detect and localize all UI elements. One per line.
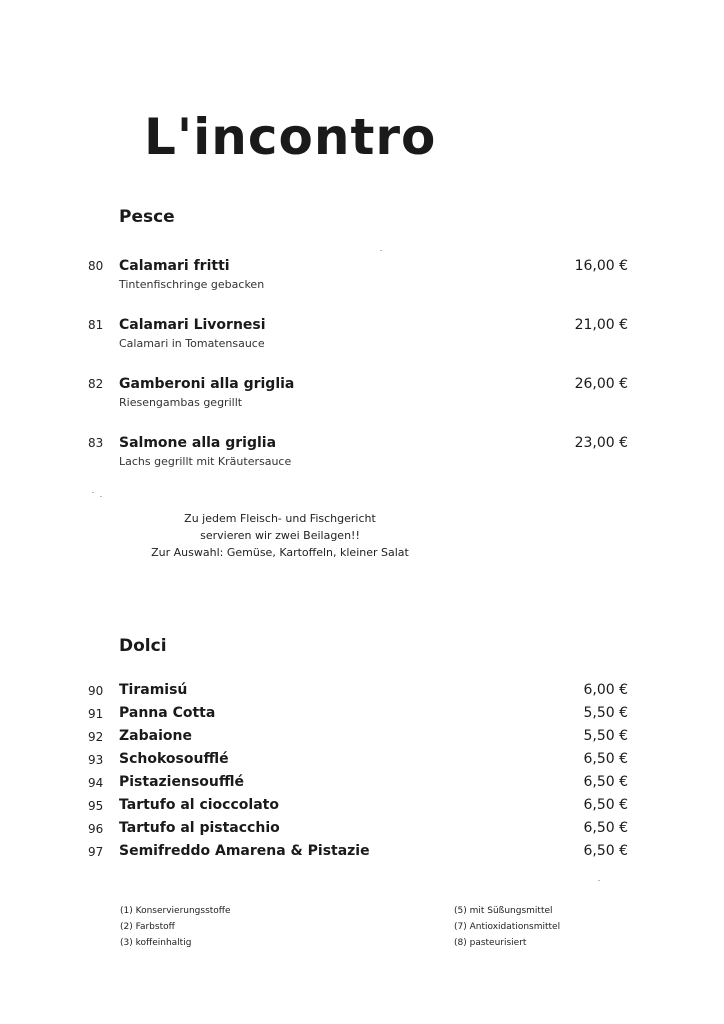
dessert-name: Semifreddo Amarena & Pistazie bbox=[119, 843, 370, 859]
additives-legend-right bbox=[454, 903, 560, 951]
dessert-number: 92 bbox=[88, 730, 104, 744]
additive-entry: (8) pasteurisiert bbox=[454, 938, 527, 948]
menu-title: L'incontro bbox=[144, 108, 437, 166]
dish-name: Gamberoni alla griglia bbox=[119, 376, 295, 392]
dish-price: 26,00 € bbox=[574, 376, 628, 392]
side-dish-note bbox=[130, 510, 430, 561]
dish-price: 23,00 € bbox=[574, 435, 628, 451]
dessert-item bbox=[88, 680, 628, 703]
dessert-number: 91 bbox=[88, 707, 104, 721]
dish-description: Calamari in Tomatensauce bbox=[119, 337, 265, 350]
dish-number: 81 bbox=[88, 318, 104, 332]
dessert-price: 6,50 € bbox=[583, 820, 628, 836]
dish-description: Tintenfischringe gebacken bbox=[119, 278, 265, 291]
note-line: servieren wir zwei Beilagen!! bbox=[200, 529, 360, 542]
dessert-price: 6,50 € bbox=[583, 774, 628, 790]
dessert-price: 6,50 € bbox=[583, 843, 628, 859]
dish-description: Riesengambas gegrillt bbox=[119, 396, 243, 409]
dessert-name: Tiramisú bbox=[119, 682, 188, 698]
note-line: Zur Auswahl: Gemüse, Kartoffeln, kleiner Salat bbox=[151, 546, 409, 559]
dessert-number: 96 bbox=[88, 822, 104, 836]
scan-speck bbox=[380, 250, 382, 251]
dessert-name: Tartufo al cioccolato bbox=[119, 797, 279, 813]
additive-entry: (7) Antioxidationsmittel bbox=[454, 922, 561, 932]
dish-number: 80 bbox=[88, 259, 104, 273]
dessert-number: 90 bbox=[88, 684, 104, 698]
scan-speck bbox=[100, 496, 102, 497]
dessert-item bbox=[88, 703, 628, 726]
dessert-name: Zabaione bbox=[119, 728, 192, 744]
dessert-item bbox=[88, 795, 628, 818]
dessert-name: Pistaziensoufflé bbox=[119, 774, 244, 790]
note-line: Zu jedem Fleisch- und Fischgericht bbox=[184, 512, 376, 525]
additive-entry: (1) Konservierungsstoffe bbox=[120, 906, 231, 916]
dish-item bbox=[88, 433, 628, 473]
section-heading-dolci: Dolci bbox=[119, 636, 167, 656]
dish-item bbox=[88, 374, 628, 414]
dessert-price: 5,50 € bbox=[583, 728, 628, 744]
dish-name: Calamari Livornesi bbox=[119, 317, 266, 333]
dessert-price: 6,00 € bbox=[583, 682, 628, 698]
dish-description: Lachs gegrillt mit Kräutersauce bbox=[119, 455, 292, 468]
dessert-name: Tartufo al pistacchio bbox=[119, 820, 280, 836]
scan-speck bbox=[598, 880, 600, 881]
dessert-number: 95 bbox=[88, 799, 104, 813]
additives-legend-left bbox=[120, 903, 231, 951]
dessert-item bbox=[88, 841, 628, 864]
additive-entry: (2) Farbstoff bbox=[120, 922, 175, 932]
section-heading-pesce: Pesce bbox=[119, 207, 175, 227]
dessert-number: 97 bbox=[88, 845, 104, 859]
dish-number: 83 bbox=[88, 436, 104, 450]
dessert-number: 94 bbox=[88, 776, 104, 790]
dessert-price: 6,50 € bbox=[583, 797, 628, 813]
dessert-number: 93 bbox=[88, 753, 104, 767]
dish-item bbox=[88, 256, 628, 296]
dessert-item bbox=[88, 772, 628, 795]
dessert-name: Schokosoufflé bbox=[119, 751, 229, 767]
dish-name: Calamari fritti bbox=[119, 258, 230, 274]
dish-name: Salmone alla griglia bbox=[119, 435, 277, 451]
additive-entry: (3) koffeinhaltig bbox=[120, 938, 192, 948]
dish-item bbox=[88, 315, 628, 355]
dish-number: 82 bbox=[88, 377, 104, 391]
dessert-item bbox=[88, 749, 628, 772]
dessert-price: 6,50 € bbox=[583, 751, 628, 767]
dish-price: 16,00 € bbox=[574, 258, 628, 274]
dessert-item bbox=[88, 818, 628, 841]
dessert-price: 5,50 € bbox=[583, 705, 628, 721]
dish-price: 21,00 € bbox=[574, 317, 628, 333]
additive-entry: (5) mit Süßungsmittel bbox=[454, 906, 553, 916]
dessert-name: Panna Cotta bbox=[119, 705, 216, 721]
dessert-list bbox=[88, 680, 628, 864]
scan-speck bbox=[92, 492, 94, 493]
dessert-item bbox=[88, 726, 628, 749]
